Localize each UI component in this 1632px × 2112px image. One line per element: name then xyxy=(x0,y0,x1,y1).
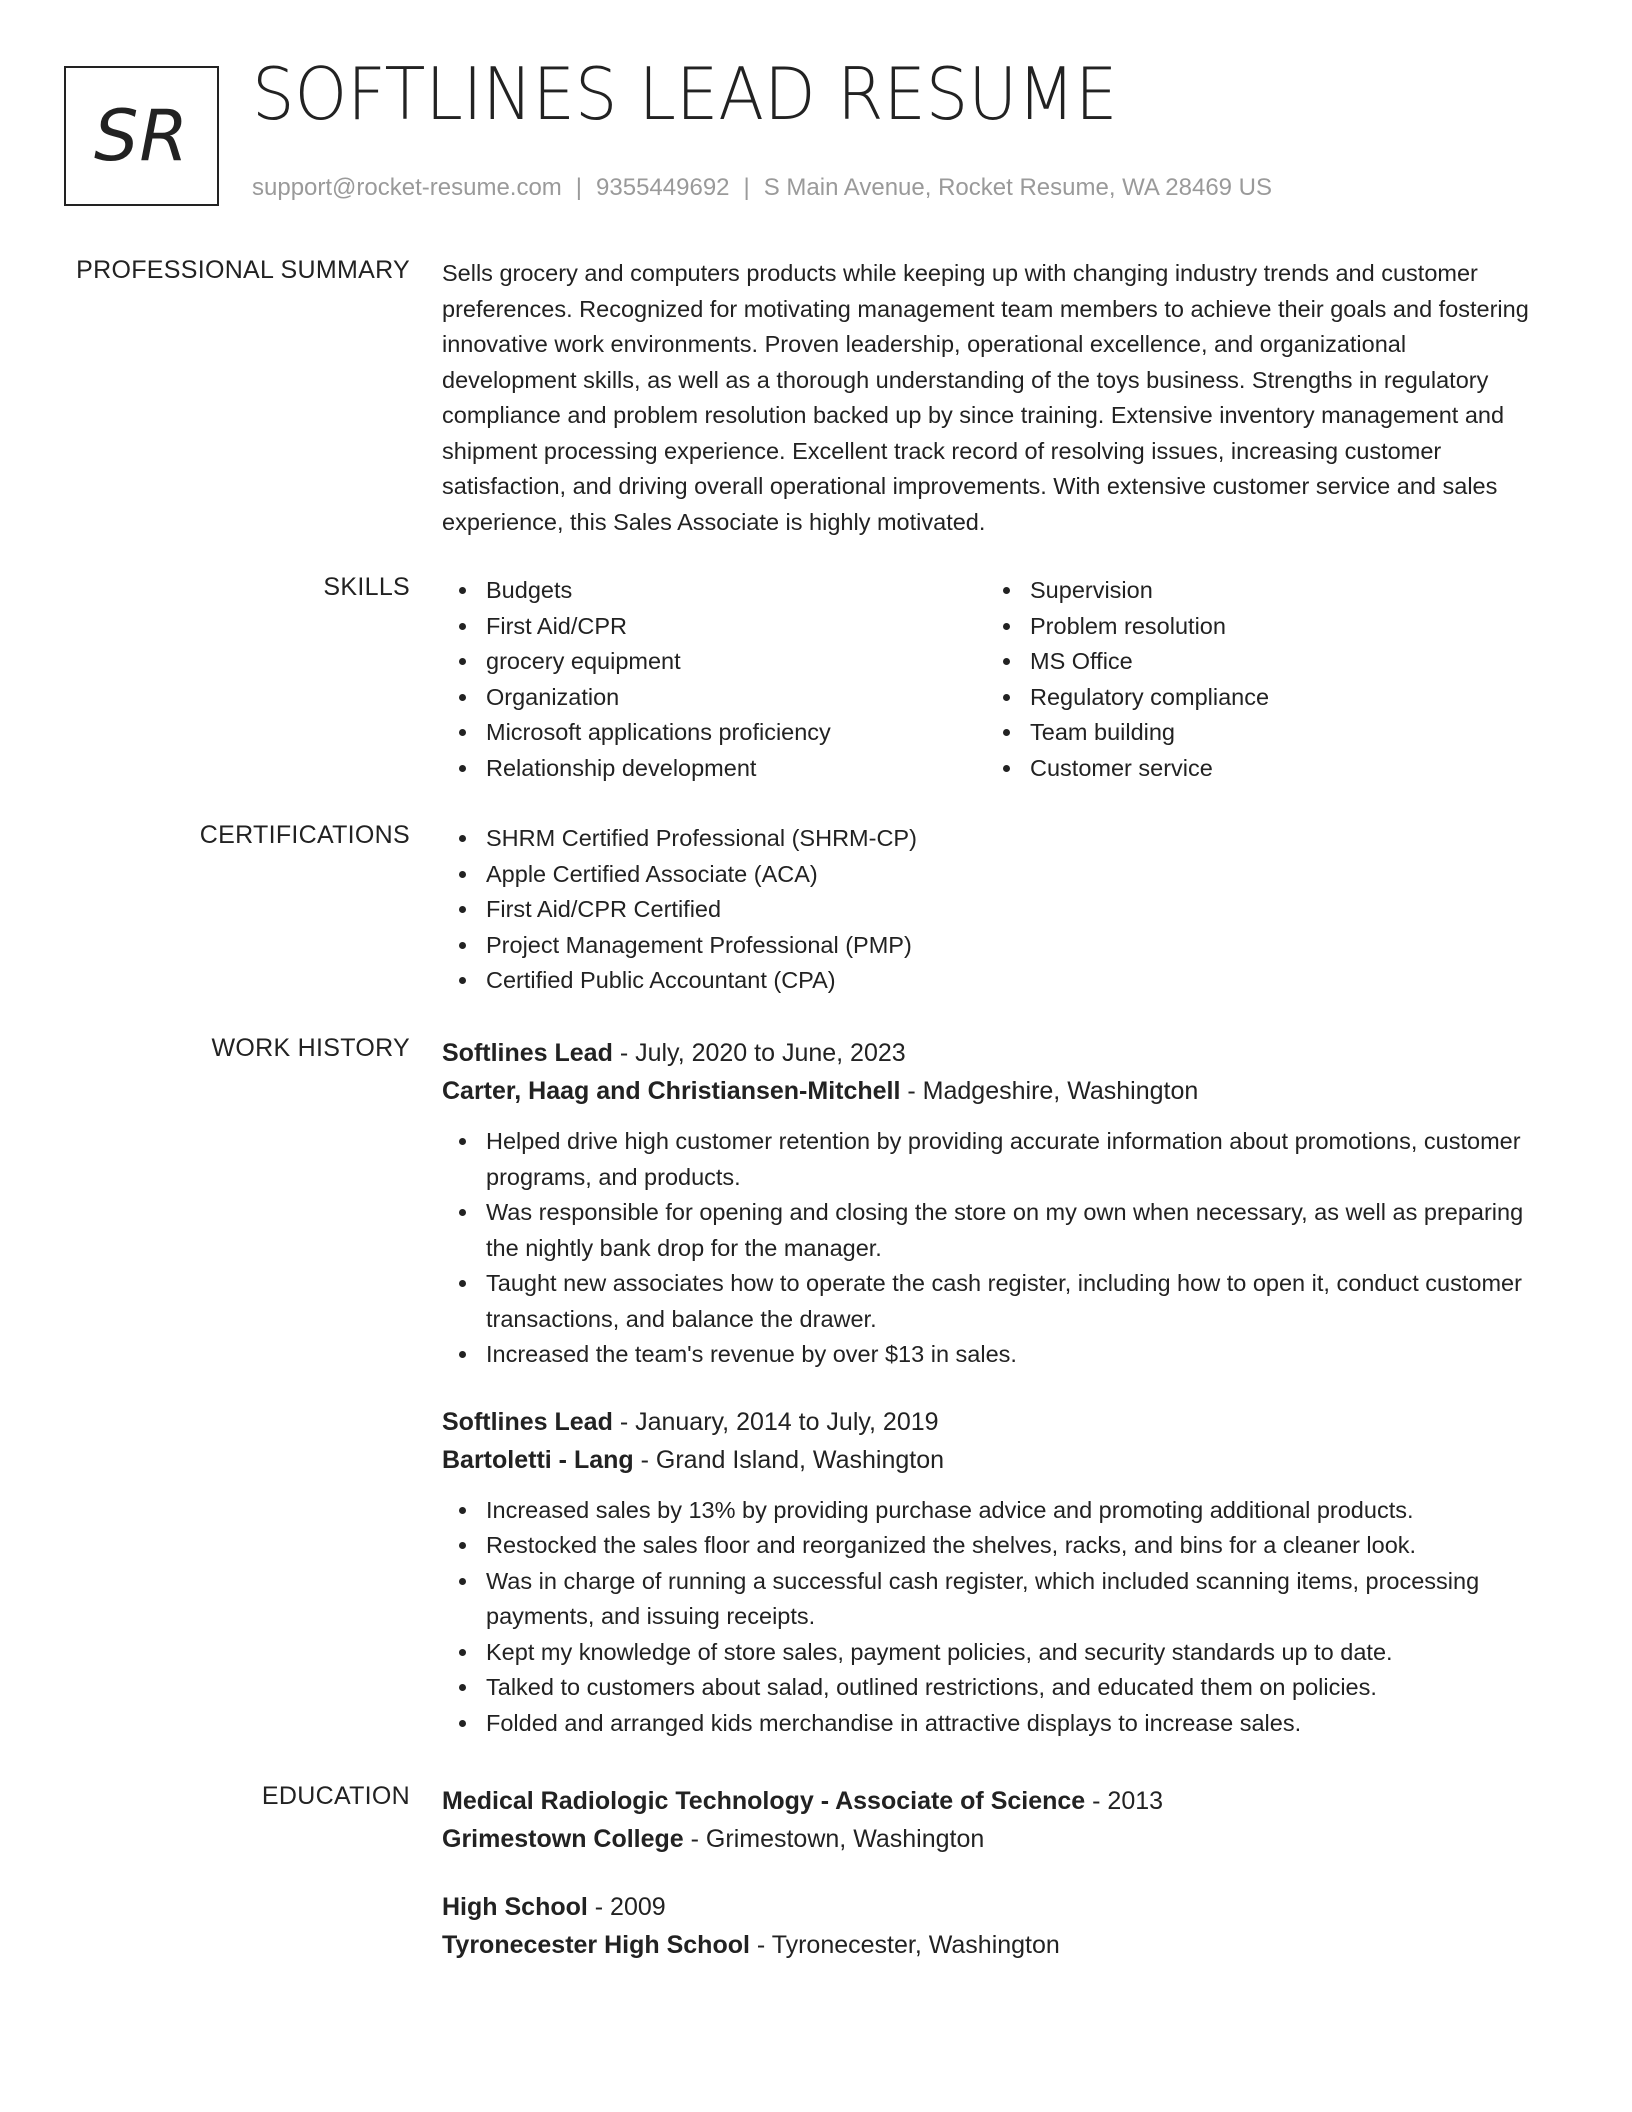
job-role-line xyxy=(442,1403,1542,1441)
list-item: Budgets xyxy=(442,573,986,609)
certifications-title: CERTIFICATIONS xyxy=(199,821,410,849)
education-degree-line xyxy=(442,1888,1542,1926)
job-dates: - July, 2020 to June, 2023 xyxy=(612,1039,906,1067)
list-item: Supervision xyxy=(986,573,1530,609)
job-entry xyxy=(442,1034,1542,1373)
list-item: Apple Certified Associate (ACA) xyxy=(442,857,1542,893)
list-item: Helped drive high customer retention by providing accurate information about promotions, customer programs, and products. xyxy=(442,1124,1542,1195)
list-item: SHRM Certified Professional (SHRM-CP) xyxy=(442,821,1542,857)
certifications-list xyxy=(442,821,1542,999)
job-location: - Grand Island, Washington xyxy=(633,1445,945,1474)
work-history-body xyxy=(442,1034,1542,1741)
education-degree-line xyxy=(442,1782,1542,1820)
job-company: Carter, Haag and Christiansen-Mitchell xyxy=(442,1077,901,1105)
list-item: Organization xyxy=(442,680,986,716)
list-item: Project Management Professional (PMP) xyxy=(442,928,1542,964)
contact-separator: | xyxy=(743,174,750,201)
list-item: Talked to customers about salad, outlined restrictions, and educated them on policies. xyxy=(442,1670,1542,1706)
job-bullets xyxy=(442,1493,1542,1742)
education-school-line xyxy=(442,1820,1542,1858)
skills-body xyxy=(442,573,1542,786)
job-bullets xyxy=(442,1124,1542,1373)
job-role: Softlines Lead xyxy=(442,1407,613,1436)
list-item: First Aid/CPR xyxy=(442,609,986,645)
education-entry xyxy=(442,1888,1542,1964)
contact-separator: | xyxy=(575,174,583,201)
skills-list-left xyxy=(442,573,986,786)
education-school: Grimestown College xyxy=(442,1825,684,1853)
education-degree: Medical Radiologic Technology - Associate of Science xyxy=(442,1787,1086,1815)
job-company-line xyxy=(442,1441,1542,1479)
contact-email: support@rocket-resume.com xyxy=(252,174,562,201)
list-item: Increased sales by 13% by providing purchase advice and promoting additional products. xyxy=(442,1493,1542,1529)
list-item: MS Office xyxy=(986,644,1530,680)
summary-body xyxy=(442,256,1542,540)
job-company: Bartoletti - Lang xyxy=(442,1445,634,1474)
list-item: Increased the team's revenue by over $13 in sales. xyxy=(442,1337,1542,1373)
summary-title: PROFESSIONAL SUMMARY xyxy=(76,256,410,284)
list-item: Certified Public Accountant (CPA) xyxy=(442,963,1542,999)
work-history-title: WORK HISTORY xyxy=(211,1034,410,1062)
list-item: Customer service xyxy=(986,751,1530,787)
monogram-logo xyxy=(64,66,219,206)
skills-title: SKILLS xyxy=(323,573,410,601)
list-item: grocery equipment xyxy=(442,644,986,680)
list-item: Regulatory compliance xyxy=(986,680,1530,716)
job-role: Softlines Lead xyxy=(442,1039,613,1067)
education-entry xyxy=(442,1782,1542,1858)
monogram-text: SR xyxy=(93,95,190,177)
list-item: Team building xyxy=(986,715,1530,751)
list-item: First Aid/CPR Certified xyxy=(442,892,1542,928)
list-item: Microsoft applications proficiency xyxy=(442,715,986,751)
contact-line xyxy=(252,174,1272,202)
education-year: - 2009 xyxy=(587,1893,666,1921)
certifications-body xyxy=(442,821,1542,999)
list-item: Folded and arranged kids merchandise in attractive displays to increase sales. xyxy=(442,1706,1542,1742)
education-degree: High School xyxy=(442,1893,588,1921)
list-item: Relationship development xyxy=(442,751,986,787)
list-item: Was responsible for opening and closing the store on my own when necessary, as well as preparing the nightly bank drop for the manager. xyxy=(442,1195,1542,1266)
summary-text: Sells grocery and computers products while keeping up with changing industry trends and customer preferences. Recognized for motivating management team members to achieve their goals and fostering innovative work environments. Proven leadership, operational excellence, and organizational development skills, as well as a thorough understanding of the toys business. Strengths in regulatory compliance and problem resolution backed up by since training. Extensive inventory management and shipment processing experience. Excellent track record of resolving issues, increasing customer satisfaction, and driving overall operational improvements. With extensive customer service and sales experience, this Sales Associate is highly motivated. xyxy=(442,260,1529,535)
education-school: Tyronecester High School xyxy=(442,1931,750,1959)
list-item: Kept my knowledge of store sales, payment policies, and security standards up to date. xyxy=(442,1635,1542,1671)
contact-phone: 9355449692 xyxy=(596,174,730,201)
list-item: Was in charge of running a successful cash register, which included scanning items, processing payments, and issuing receipts. xyxy=(442,1564,1542,1635)
list-item: Problem resolution xyxy=(986,609,1530,645)
education-location: - Grimestown, Washington xyxy=(683,1825,985,1853)
education-year: - 2013 xyxy=(1085,1787,1164,1815)
job-company-line xyxy=(442,1072,1542,1110)
job-entry xyxy=(442,1403,1542,1742)
job-role-line xyxy=(442,1034,1542,1072)
education-school-line xyxy=(442,1926,1542,1964)
contact-address: S Main Avenue, Rocket Resume, WA 28469 US xyxy=(763,174,1273,201)
education-location: - Tyronecester, Washington xyxy=(749,1931,1060,1959)
education-body xyxy=(442,1782,1542,1964)
list-item: Restocked the sales floor and reorganized the shelves, racks, and bins for a cleaner look. xyxy=(442,1528,1542,1564)
job-location: - Madgeshire, Washington xyxy=(900,1077,1199,1105)
resume-title: SOFTLINES LEAD RESUME xyxy=(252,52,1118,136)
education-title: EDUCATION xyxy=(261,1782,410,1810)
job-dates: - January, 2014 to July, 2019 xyxy=(612,1407,939,1436)
skills-list-right xyxy=(986,573,1530,786)
list-item: Taught new associates how to operate the cash register, including how to open it, conduct customer transactions, and balance the drawer. xyxy=(442,1266,1542,1337)
